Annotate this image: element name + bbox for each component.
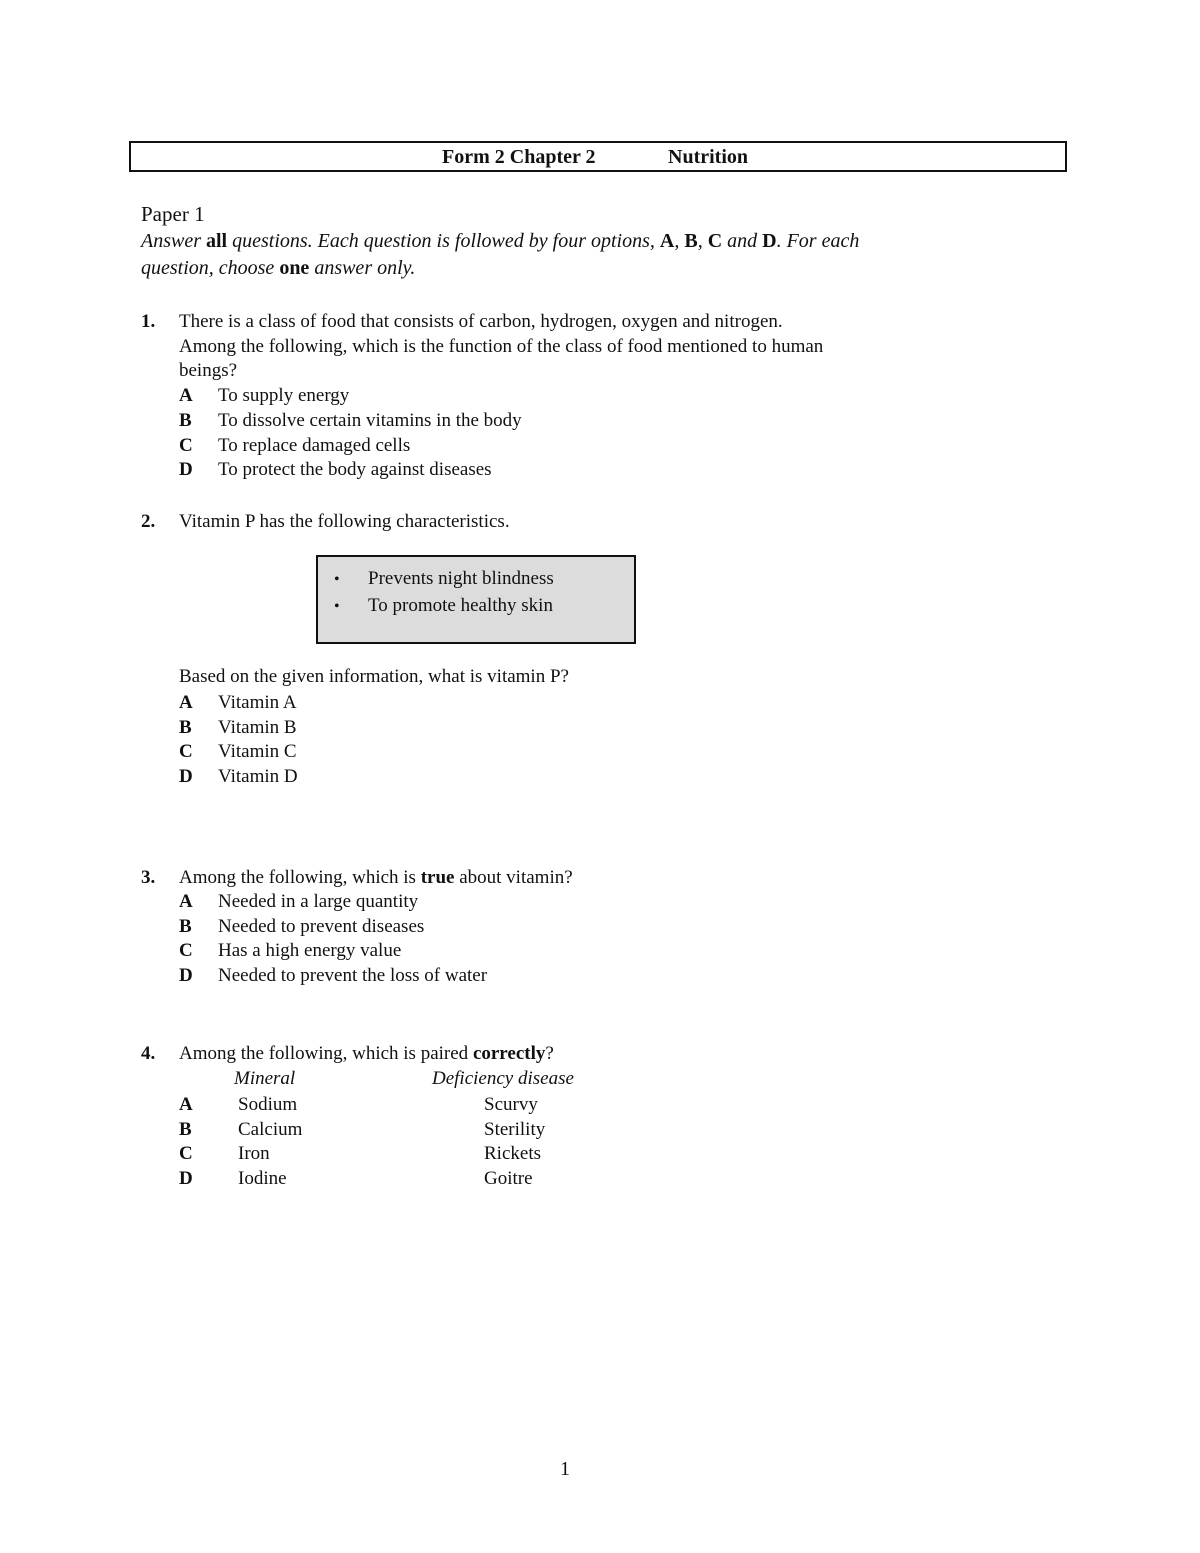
option-letter: A bbox=[179, 385, 193, 406]
question-text-line: beings? bbox=[179, 360, 238, 381]
option-letter: B bbox=[179, 1119, 192, 1140]
option-disease: Rickets bbox=[484, 1143, 541, 1164]
option-text: Vitamin A bbox=[218, 692, 297, 713]
bullet-icon: • bbox=[334, 598, 340, 615]
question-number: 3. bbox=[141, 867, 156, 888]
characteristic-item: To promote healthy skin bbox=[368, 595, 553, 616]
chapter-title-box bbox=[129, 141, 1067, 172]
option-letter: C bbox=[179, 1143, 193, 1164]
option-text: Has a high energy value bbox=[218, 940, 402, 961]
option-letter: C bbox=[179, 435, 193, 456]
option-letter: A bbox=[179, 891, 193, 912]
option-text: To replace damaged cells bbox=[218, 435, 411, 456]
option-disease: Scurvy bbox=[484, 1094, 538, 1115]
chapter-title: Form 2 Chapter 2 bbox=[442, 146, 596, 168]
option-disease: Sterility bbox=[484, 1119, 546, 1140]
question-text-line: There is a class of food that consists of carbon, hydrogen, oxygen and nitrogen. bbox=[179, 311, 783, 332]
option-text: Needed to prevent the loss of water bbox=[218, 965, 488, 986]
option-mineral: Sodium bbox=[238, 1094, 298, 1115]
option-text: Needed to prevent diseases bbox=[218, 916, 425, 937]
question-number: 4. bbox=[141, 1043, 156, 1064]
option-letter: C bbox=[179, 741, 193, 762]
option-letter: D bbox=[179, 965, 193, 986]
option-text: To supply energy bbox=[218, 385, 350, 406]
option-mineral: Iron bbox=[238, 1143, 270, 1164]
instructions-line-2: question, choose one answer only. bbox=[141, 257, 416, 279]
question-number: 2. bbox=[141, 511, 156, 532]
column-header-mineral: Mineral bbox=[234, 1068, 296, 1089]
characteristic-item: Prevents night blindness bbox=[368, 568, 554, 589]
topic-title: Nutrition bbox=[668, 146, 748, 168]
option-text: Vitamin B bbox=[218, 717, 297, 738]
question-stem: Among the following, which is paired correctly? bbox=[179, 1043, 554, 1064]
option-mineral: Calcium bbox=[238, 1119, 303, 1140]
option-text: Vitamin C bbox=[218, 741, 297, 762]
page-number: 1 bbox=[560, 1458, 570, 1480]
question-stem: Among the following, which is true about vitamin? bbox=[179, 867, 573, 888]
option-text: Vitamin D bbox=[218, 766, 298, 787]
paper-label: Paper 1 bbox=[141, 202, 205, 226]
option-letter: D bbox=[179, 1168, 193, 1189]
option-letter: C bbox=[179, 940, 193, 961]
question-stem: Vitamin P has the following characteristics. bbox=[179, 511, 510, 532]
column-header-deficiency: Deficiency disease bbox=[432, 1068, 574, 1089]
option-mineral: Iodine bbox=[238, 1168, 287, 1189]
option-letter: B bbox=[179, 916, 192, 937]
characteristics-box bbox=[316, 555, 636, 644]
option-text: Needed in a large quantity bbox=[218, 891, 419, 912]
question-number: 1. bbox=[141, 311, 156, 332]
option-letter: D bbox=[179, 766, 193, 787]
option-text: To protect the body against diseases bbox=[218, 459, 492, 480]
option-text: To dissolve certain vitamins in the body bbox=[218, 410, 522, 431]
option-letter: B bbox=[179, 717, 192, 738]
option-letter: A bbox=[179, 1094, 193, 1115]
instructions-line-1: Answer all questions. Each question is followed by four options, A, B, C and D. For each bbox=[141, 230, 860, 252]
option-disease: Goitre bbox=[484, 1168, 533, 1189]
question-text-line: Among the following, which is the function of the class of food mentioned to human bbox=[179, 336, 824, 357]
question-prompt: Based on the given information, what is vitamin P? bbox=[179, 666, 569, 687]
bullet-icon: • bbox=[334, 571, 340, 588]
option-letter: D bbox=[179, 459, 193, 480]
option-letter: B bbox=[179, 410, 192, 431]
option-letter: A bbox=[179, 692, 193, 713]
